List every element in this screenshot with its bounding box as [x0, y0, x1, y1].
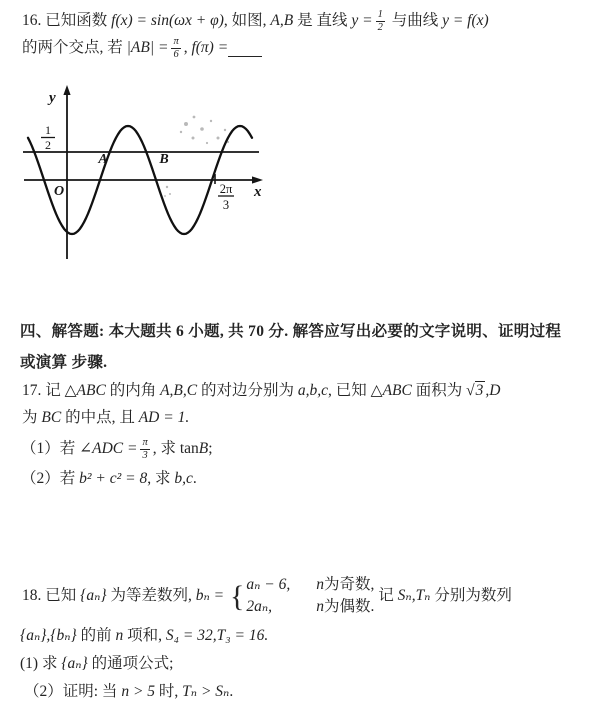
section-header-line-1: 四、解答题: 本大题共 6 小题, 共 70 分. 解答应写出必要的文字说明、证明过程: [20, 322, 562, 340]
x-tick-fraction-numerator: 2π: [219, 182, 233, 196]
problem-17-item-2: （2）若 b² + c² = 8 , 求 b,c .: [21, 469, 197, 487]
problem-18-item-1: (1) 求 {aₙ} 的通项公式;: [20, 654, 174, 672]
problem-17-line-1: 17. 记 △ ABC 的内角 A,B,C 的对边分别为 a,b,c , 已知 △ ABC 面积为 √3 ,D: [22, 381, 501, 399]
x-axis-label: x: [254, 184, 262, 200]
problem-16-line-1: 16. 已知函数 f(x) = sin(ωx + φ) , 如图, A,B 是 直线 y = $\frac{1}{2}$ 与曲线 y = f(x): [22, 8, 489, 33]
piecewise-brace: {: [229, 579, 245, 613]
problem-18-suffix: 记 Sₙ,Tₙ 分别为数列: [374, 586, 512, 604]
half-fraction-numerator: 1: [45, 123, 51, 137]
piecewise-case-2-expression: 2aₙ,: [246, 598, 273, 615]
point-a-label: A: [98, 152, 108, 167]
origin-label: O: [54, 184, 65, 199]
problem-17-line-2: 为 BC 的中点, 且 AD = 1.: [22, 408, 190, 426]
piecewise-grid: [246, 576, 374, 616]
piecewise-definition: [228, 576, 374, 616]
piecewise-case-1-condition: n 为奇数,: [316, 576, 375, 594]
piecewise-case-2-condition: n 为偶数.: [316, 598, 375, 615]
y-axis-arrow-icon: [63, 85, 70, 95]
piecewise-case-1-expression: aₙ − 6,: [246, 576, 291, 594]
point-b-label: B: [159, 152, 169, 167]
function-graph: [18, 84, 270, 262]
problem-18-item-2: （2）证明: 当 n > 5 时, Tₙ > Sₙ .: [24, 682, 234, 700]
x-tick-fraction-denominator: 3: [222, 198, 230, 212]
half-fraction-denominator: 2: [45, 138, 51, 152]
problem-17-item-1: （1）若 ∠ADC = $\frac{\pi}{3}$ , 求 tan B ;: [21, 436, 213, 461]
problem-16-line-2: 的两个交点, 若 |AB| = $\frac{\pi}{6}$ , f(π) =: [22, 33, 262, 63]
y-axis-label: y: [49, 90, 56, 106]
section-header-line-2: 或演算 步骤.: [20, 353, 108, 371]
problem-18-prefix: 18. 已知 {aₙ} 为等差数列, bₙ =: [22, 586, 228, 604]
problem-18-line-1: [22, 573, 512, 619]
problem-18-line-2: {aₙ},{bₙ} 的前 n 项和, S₄ = 32,T₃ = 16.: [20, 626, 269, 644]
x-axis-arrow-icon: [252, 176, 263, 183]
